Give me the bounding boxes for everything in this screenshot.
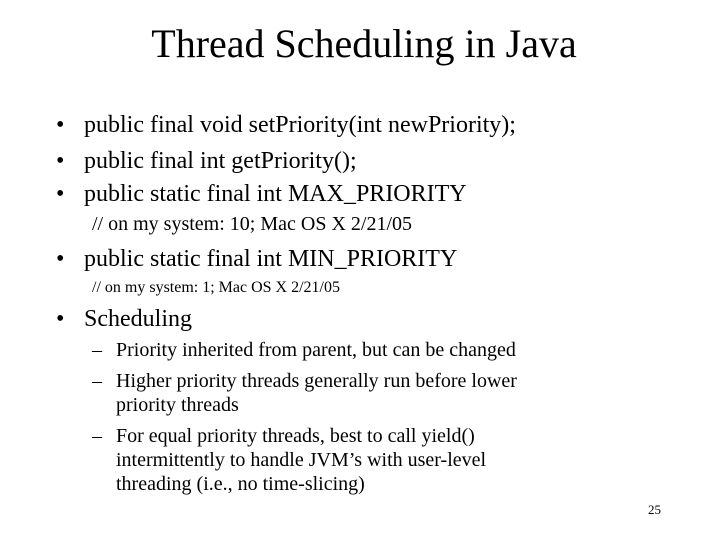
bullet-marker: • <box>56 112 65 138</box>
bullet-marker: • <box>56 148 65 174</box>
sub-bullet-item <box>0 338 728 362</box>
code-comment: // on my system: 10; Mac OS X 2/21/05 <box>92 213 412 235</box>
bullet-text: public static final int MIN_PRIORITY <box>84 246 458 272</box>
sub-bullet-text: Higher priority threads generally run before lower <box>116 370 517 392</box>
bullet-item <box>0 305 728 333</box>
sub-bullet-text: Priority inherited from parent, but can be changed <box>116 339 516 361</box>
sub-bullet-continuation: priority threads <box>116 394 239 416</box>
bullet-item <box>0 180 728 208</box>
slide-title: Thread Scheduling in Java <box>151 21 577 66</box>
bullet-item <box>0 245 728 273</box>
sub-bullet-marker: – <box>92 425 102 447</box>
bullet-text: public final void setPriority(int newPriority); <box>84 112 516 138</box>
bullet-item <box>0 111 728 139</box>
bullet-marker: • <box>56 306 65 332</box>
sub-bullet-continuation: threading (i.e., no time-slicing) <box>116 473 365 495</box>
sub-bullet-continuation: intermittently to handle JVM’s with user-level <box>116 449 487 471</box>
bullet-text: public final int getPriority(); <box>84 148 357 174</box>
sub-bullet-item <box>0 424 728 448</box>
bullet-text: Scheduling <box>84 306 192 332</box>
sub-bullet-marker: – <box>92 339 102 361</box>
page-number: 25 <box>648 502 661 517</box>
sub-bullet-marker: – <box>92 370 102 392</box>
bullet-marker: • <box>56 246 65 272</box>
sub-bullet-item <box>0 369 728 393</box>
bullet-marker: • <box>56 181 65 207</box>
code-comment: // on my system: 1; Mac OS X 2/21/05 <box>92 279 340 296</box>
bullet-text: public static final int MAX_PRIORITY <box>84 181 467 207</box>
sub-bullet-text: For equal priority threads, best to call yield() <box>116 425 475 447</box>
bullet-item <box>0 147 728 175</box>
